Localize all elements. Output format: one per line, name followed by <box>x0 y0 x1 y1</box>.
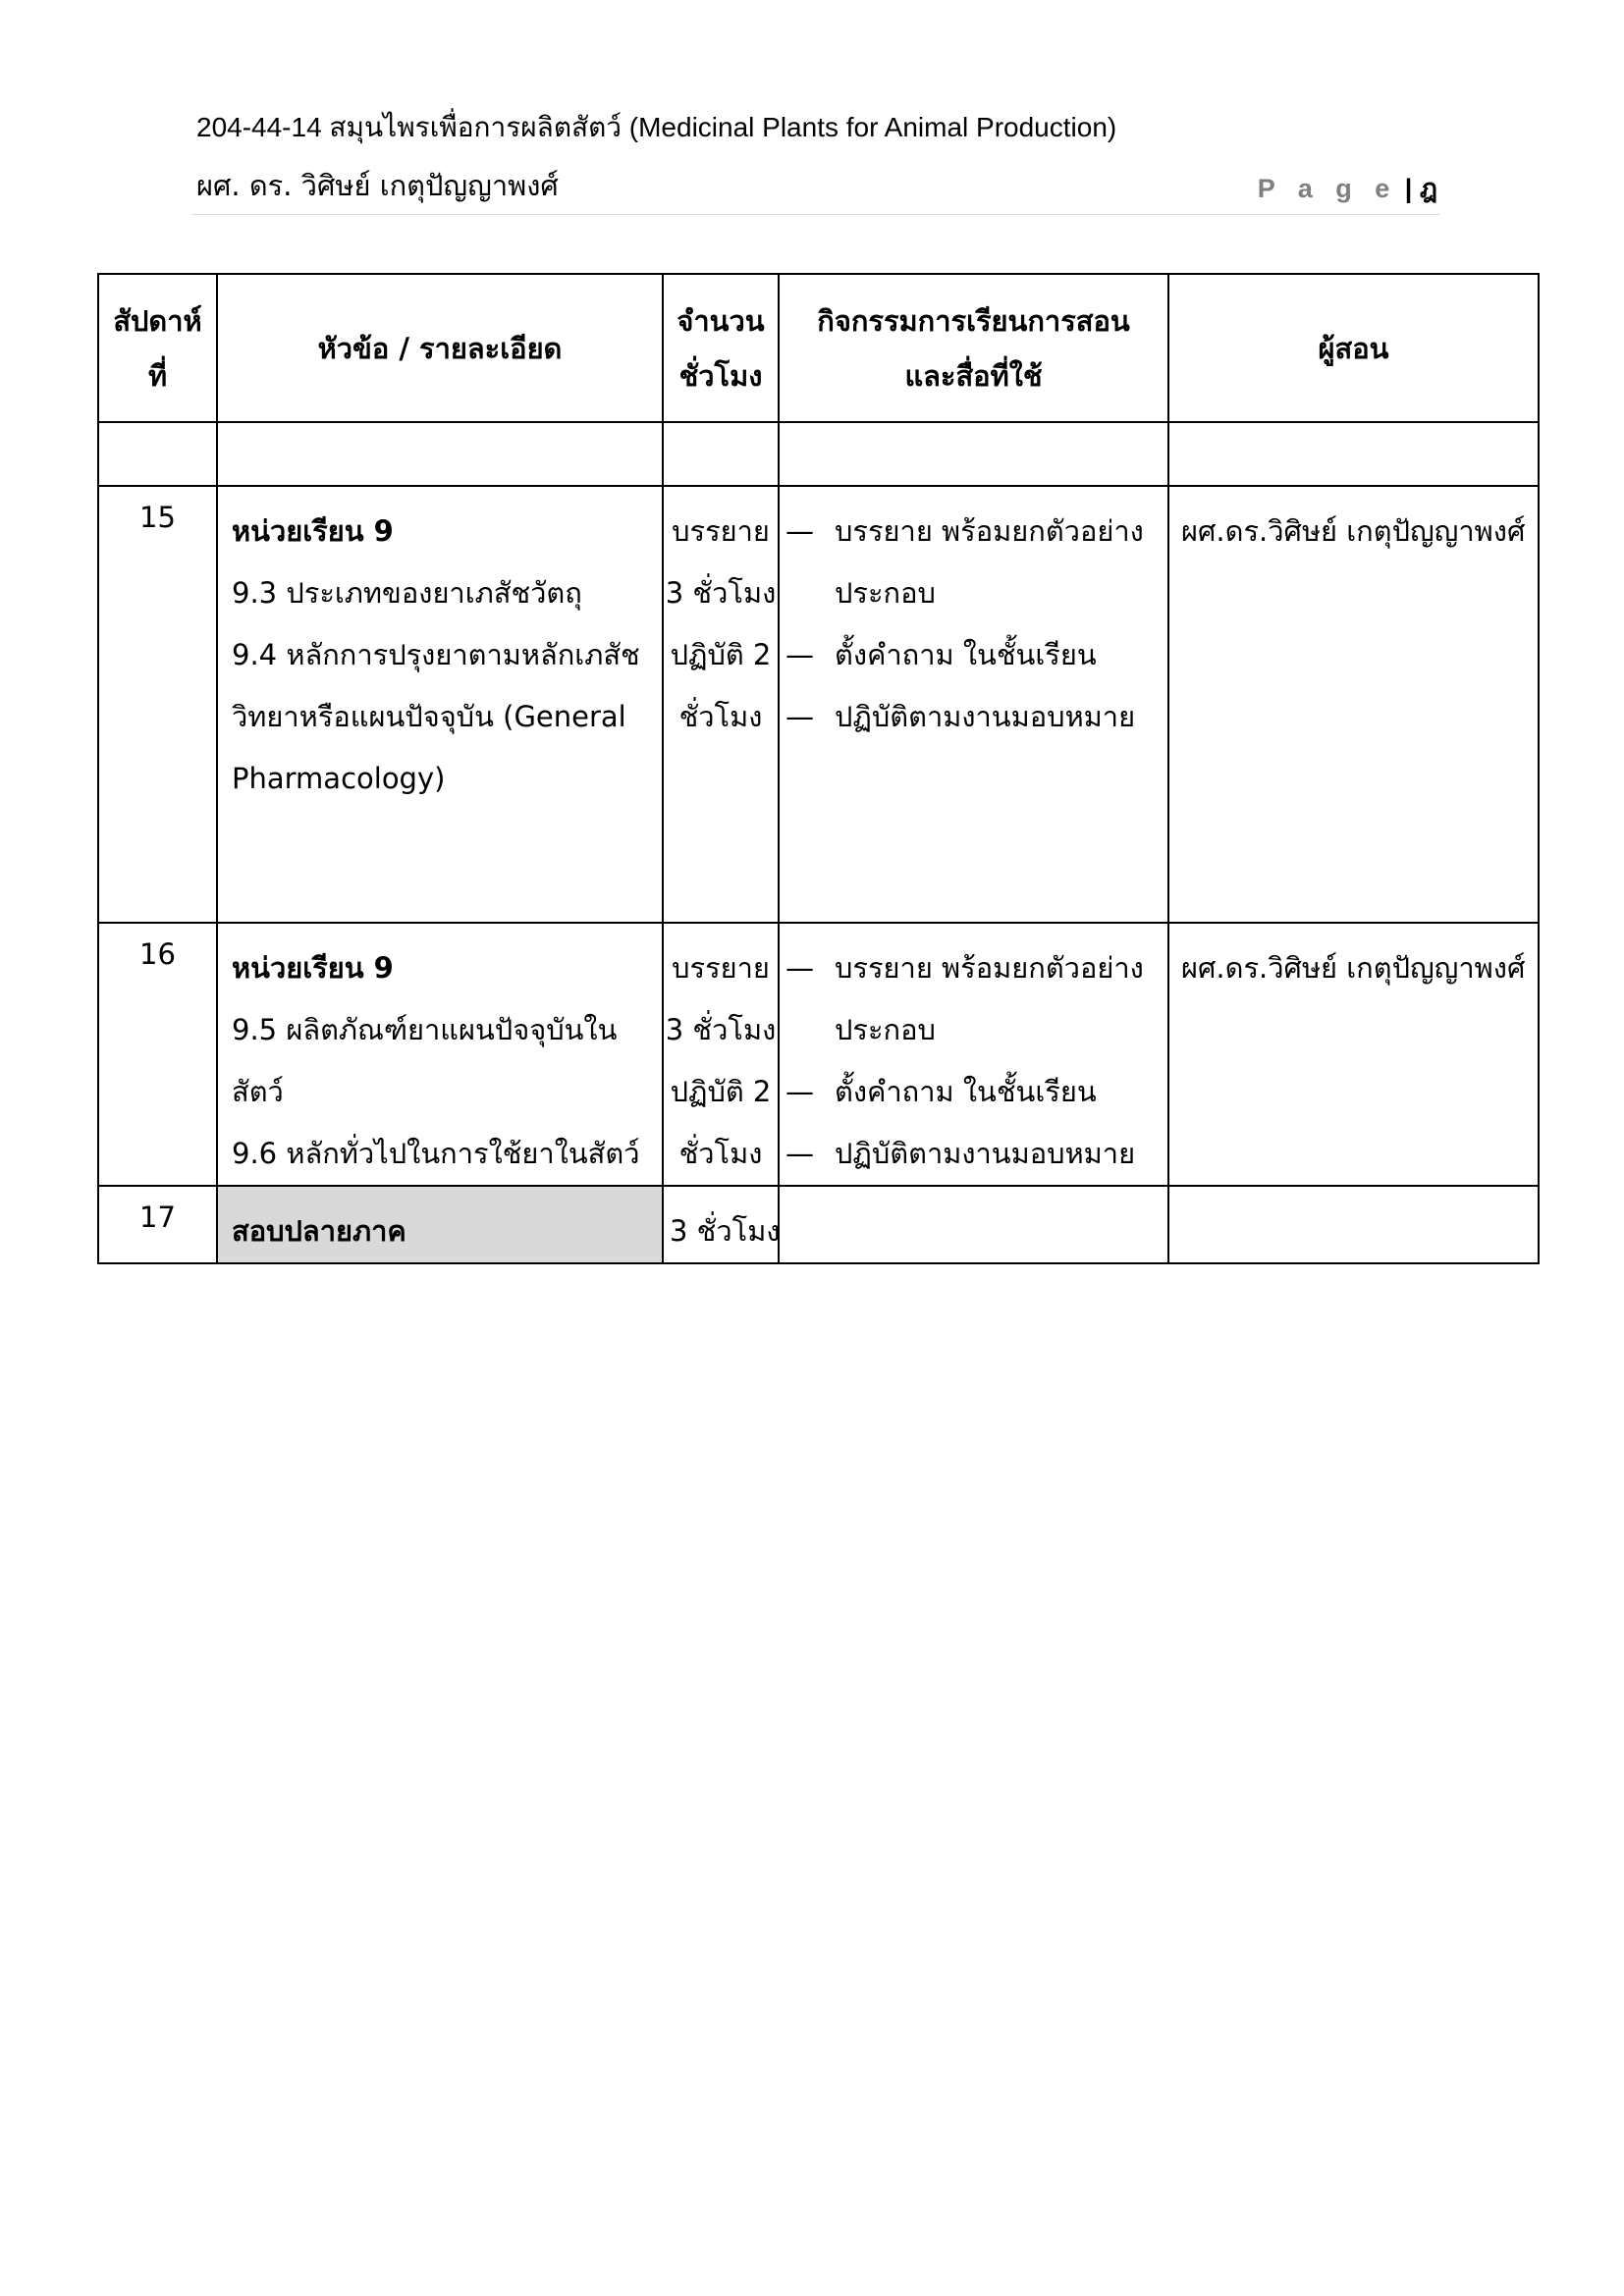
hours-line: 3 ชั่วโมง <box>665 576 777 610</box>
week-cell: 15 <box>98 486 217 923</box>
activity-item: — ปฏิบัติตามงานมอบหมาย <box>835 1123 1160 1185</box>
table-header-row <box>98 274 1539 422</box>
page-label: P a g e <box>1257 174 1398 203</box>
header-hours-line2: ชั่วโมง <box>678 358 763 393</box>
instructor-cell <box>1168 1186 1539 1263</box>
exam-title: สอบปลายภาค <box>232 1214 406 1248</box>
header-hours-line1: จำนวน <box>677 303 765 338</box>
header-topic: หัวข้อ / รายละเอียด <box>217 274 663 422</box>
week-cell: 16 <box>98 923 217 1186</box>
header-instructor: ผู้สอน <box>1168 274 1539 422</box>
table-row <box>98 486 1539 923</box>
activity-item: — บรรยาย พร้อมยกตัวอย่างประกอบ <box>835 937 1160 1061</box>
hours-line: ปฏิบัติ 2 <box>670 1075 772 1108</box>
header-activity <box>779 274 1168 422</box>
activity-cell <box>779 1186 1168 1263</box>
hours-line: ชั่วโมง <box>678 700 763 733</box>
header-divider <box>192 214 1439 215</box>
activity-list <box>780 501 1167 748</box>
hours-cell <box>663 486 779 923</box>
hours-line: ชั่วโมง <box>678 1137 763 1170</box>
activity-item: — ตั้งคำถาม ในชั้นเรียน <box>835 1061 1160 1123</box>
empty-cell <box>217 422 663 486</box>
instructor-cell: ผศ.ดร.วิศิษย์ เกตุปัญญาพงศ์ <box>1168 923 1539 1186</box>
page-number: ฎ <box>1419 174 1437 203</box>
activity-list <box>780 937 1167 1185</box>
activity-item: — บรรยาย พร้อมยกตัวอย่างประกอบ <box>835 501 1160 624</box>
week-cell: 17 <box>98 1186 217 1263</box>
activity-item: — ปฏิบัติตามงานมอบหมาย <box>835 686 1160 748</box>
exam-topic-cell <box>217 1186 663 1263</box>
header-week-line2: ที่ <box>147 358 168 393</box>
hours-line: บรรยาย <box>672 514 770 548</box>
table-row <box>98 1186 1539 1263</box>
header-hours <box>663 274 779 422</box>
activity-item: — ตั้งคำถาม ในชั้นเรียน <box>835 624 1160 686</box>
header-activity-line2: และสื่อที่ใช้ <box>904 358 1043 393</box>
hours-line: ปฏิบัติ 2 <box>670 638 772 671</box>
unit-title: หน่วยเรียน 9 <box>232 951 394 985</box>
topic-line: 9.6 หลักทั่วไปในการใช้ยาในสัตว์ <box>232 1137 640 1170</box>
hours-cell: 3 ชั่วโมง <box>663 1186 779 1263</box>
topic-line: วิทยาหรือแผนปัจจุบัน (General <box>232 700 626 733</box>
author-name: ผศ. ดร. วิศิษย์ เกตุปัญญาพงศ์ <box>196 169 559 202</box>
unit-title: หน่วยเรียน 9 <box>232 514 394 548</box>
course-title: 204-44-14 สมุนไพรเพื่อการผลิตสัตว์ (Medicinal Plants for Animal Production) <box>196 112 1117 142</box>
activity-cell <box>779 923 1168 1186</box>
instructor-cell: ผศ.ดร.วิศิษย์ เกตุปัญญาพงศ์ <box>1168 486 1539 923</box>
hours-line: บรรยาย <box>672 951 770 985</box>
topic-line: 9.4 หลักการปรุงยาตามหลักเภสัช <box>232 638 640 671</box>
empty-cell <box>663 422 779 486</box>
hours-line: 3 ชั่วโมง <box>665 1013 777 1046</box>
hours-cell <box>663 923 779 1186</box>
empty-cell <box>779 422 1168 486</box>
topic-cell <box>217 923 663 1186</box>
empty-cell <box>98 422 217 486</box>
table-row <box>98 923 1539 1186</box>
header-week <box>98 274 217 422</box>
empty-row <box>98 422 1539 486</box>
topic-line: Pharmacology) <box>232 762 446 795</box>
topic-line: 9.5 ผลิตภัณฑ์ยาแผนปัจจุบันในสัตว์ <box>232 1013 618 1108</box>
page-separator: | <box>1404 174 1413 203</box>
activity-cell <box>779 486 1168 923</box>
topic-cell <box>217 486 663 923</box>
header-week-line1: สัปดาห์ <box>113 303 202 338</box>
empty-cell <box>1168 422 1539 486</box>
topic-line: 9.3 ประเภทของยาเภสัชวัตถุ <box>232 576 582 610</box>
header-activity-line1: กิจกรรมการเรียนการสอน <box>817 303 1130 338</box>
teaching-plan-table <box>97 273 1540 1264</box>
page-indicator <box>1258 167 1437 209</box>
